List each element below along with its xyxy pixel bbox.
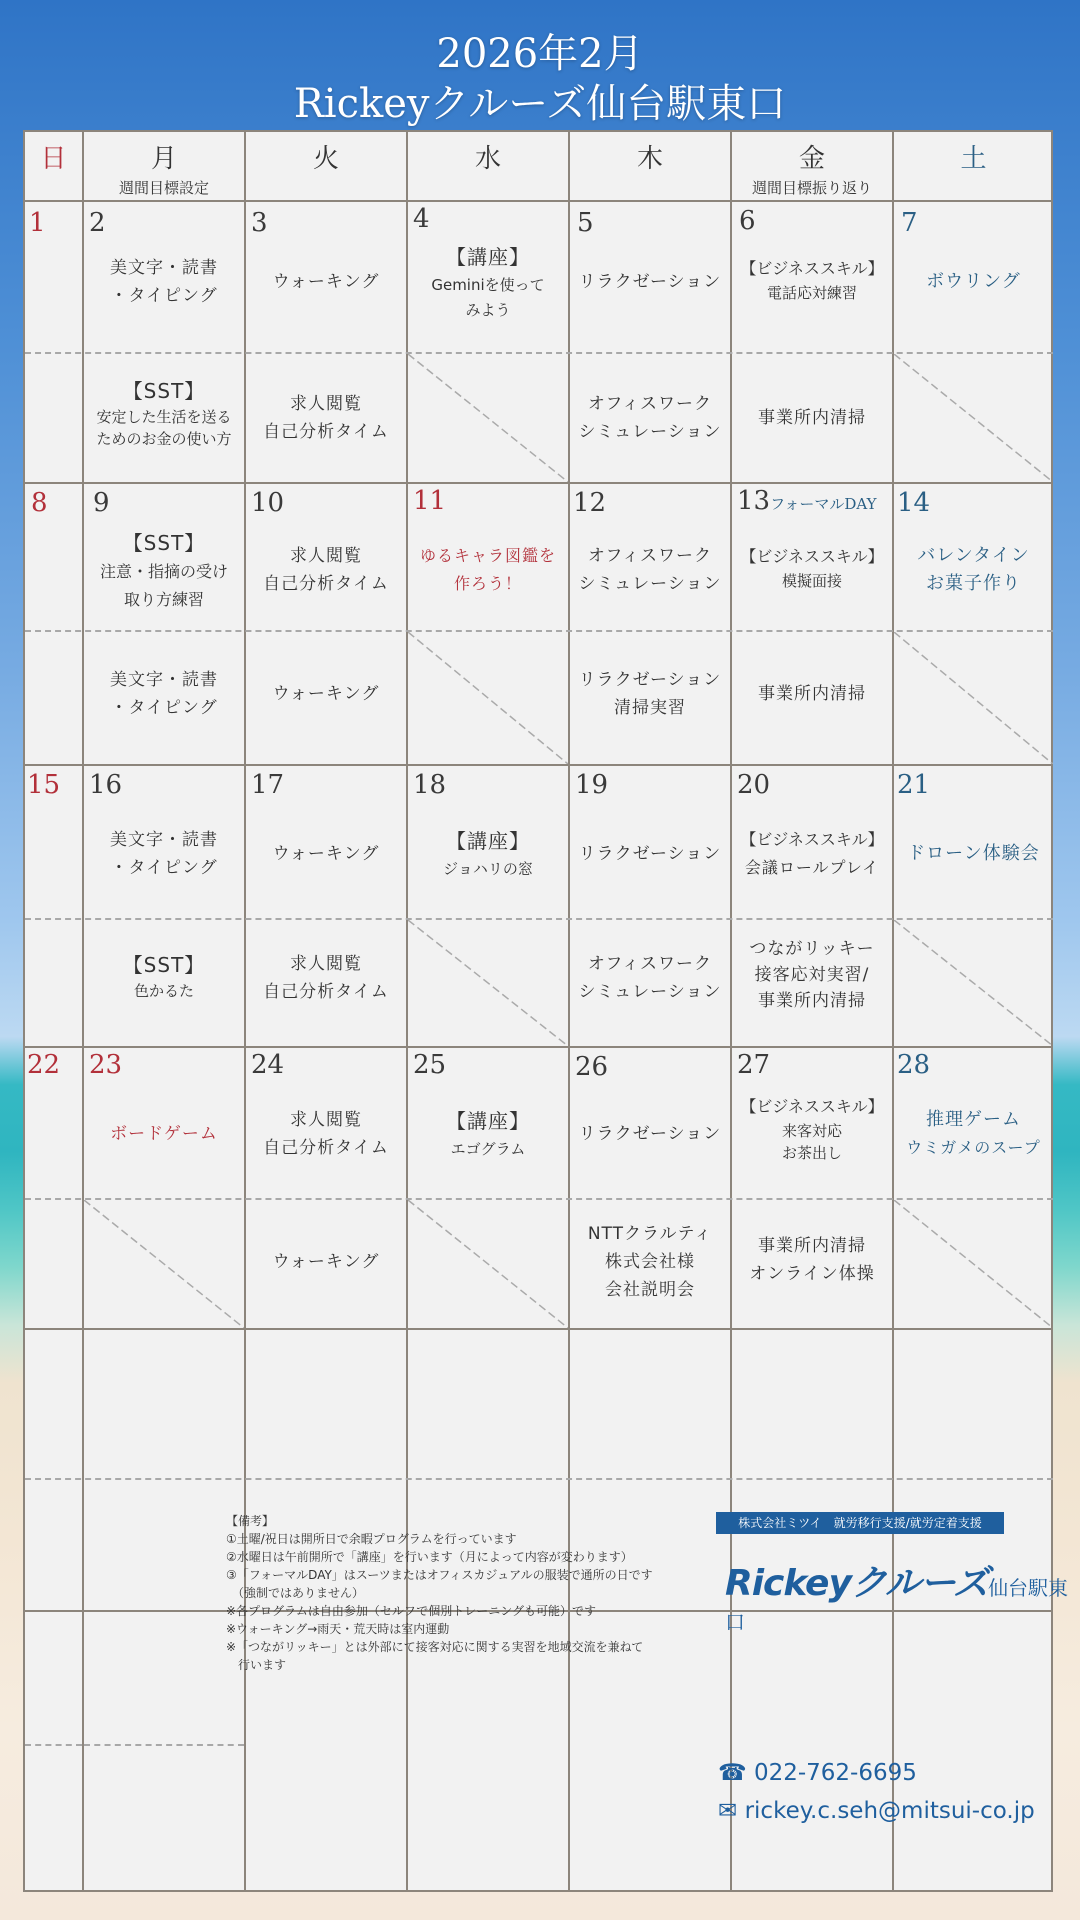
date-number: 28 [897, 1050, 931, 1080]
date-number: 1 [29, 208, 46, 238]
activity-slot: 求人閲覧 自己分析タイム [263, 1110, 389, 1158]
date-number: 4 [413, 204, 430, 234]
activity-slot: 【ビジネススキル】 電話応対練習 [740, 259, 884, 302]
closed-slot-diagonal [408, 920, 568, 1046]
activity-slot: 事業所内清掃 [758, 684, 866, 704]
activity-slot: 【SST】 注意・指摘の受け 取り方練習 [99, 531, 228, 609]
header-sunday: 日 [40, 144, 67, 174]
activity-slot: ウォーキング [272, 272, 380, 292]
closed-slot-diagonal [408, 1200, 568, 1328]
date-number: 20 [737, 770, 771, 800]
closed-slot-diagonal [894, 920, 1053, 1046]
date-number: 24 [251, 1050, 285, 1080]
remarks-notes: 【備考】 ①土曜/祝日は開所日で余暇プログラムを行っています ②水曜日は午前開所で「講座」を行います（月によって内容が変わります） ③「フォーマルDAY」はスーツまたはオフィスカジュアルの服装で通所の日です （強制ではありません） ※各プログラムは自由参加（セルフで個別トレーニングも可能）です ※ウォーキング→雨天・荒天時は室内運動 ※「つながリッキー」とは外部にて接客対応に関する実習を地域交流を兼ねて 行います [226, 1514, 653, 1672]
activity-slot: 求人閲覧 自己分析タイム [263, 546, 389, 594]
date-number: 6 [739, 206, 756, 236]
date-number: 15 [27, 770, 61, 800]
activity-slot: 美文字・読書 ・タイピング [110, 670, 218, 718]
activity-slot: ウォーキング [272, 1252, 380, 1272]
date-number: 11 [413, 486, 447, 516]
email-link[interactable]: ✉ rickey.c.seh@mitsui-co.jp [718, 1798, 1035, 1824]
date-number: 17 [251, 770, 285, 800]
closed-slot-diagonal [894, 1200, 1053, 1328]
header-wednesday: 水 [474, 144, 501, 174]
activity-slot: 美文字・読書 ・タイピング [110, 258, 218, 306]
office-name-title: Rickeyクルーズ仙台駅東口 [293, 81, 787, 127]
activity-slot: リラクゼーション [578, 1124, 722, 1144]
date-number: 21 [897, 770, 931, 800]
activity-slot: ボードゲーム [110, 1124, 218, 1144]
activity-slot: リラクゼーション 清掃実習 [578, 670, 722, 718]
activity-slot: 推理ゲーム ウミガメのスープ [906, 1109, 1041, 1157]
activity-slot: オフィスワーク シミュレーション [578, 954, 722, 1002]
activity-slot: 【SST】 色かるた [122, 953, 206, 1000]
activity-slot: 求人閲覧 自己分析タイム [263, 394, 389, 442]
date-number: 9 [93, 488, 110, 518]
activity-slot: 【ビジネススキル】 模擬面接 [740, 547, 884, 590]
activity-slot: NTTクラルティ 株式会社様 会社説明会 [587, 1224, 713, 1300]
date-number: 18 [413, 770, 447, 800]
date-number: 23 [89, 1050, 123, 1080]
activity-slot: 事業所内清掃 オンライン体操 [749, 1236, 875, 1284]
date-number: 2 [89, 208, 106, 238]
date-number: 25 [413, 1050, 447, 1080]
date-number: 12 [573, 488, 607, 518]
activity-slot: 【講座】 Geminiを使って みよう [431, 245, 545, 319]
closed-slot-diagonal [894, 354, 1053, 482]
activity-slot: 求人閲覧 自己分析タイム [263, 954, 389, 1002]
date-number: 26 [575, 1052, 609, 1082]
activity-slot: リラクゼーション [578, 272, 722, 292]
activity-slot: ウォーキング [272, 844, 380, 864]
activity-slot: 【ビジネススキル】 会議ロールプレイ [740, 830, 884, 877]
date-number: 14 [897, 488, 931, 518]
date-number: 3 [251, 208, 268, 238]
header-monday: 月 週間目標設定 [118, 144, 209, 197]
closed-slot-diagonal [408, 632, 568, 764]
company-logo: Rickeyクルーズ仙台駅東口 [725, 1563, 1069, 1634]
calendar-month-title: 2026年2月 [436, 31, 644, 77]
closed-slot-diagonal [894, 632, 1053, 764]
header-thursday: 木 [636, 144, 663, 174]
activity-slot: ドローン体験会 [907, 843, 1040, 864]
activity-slot: 【SST】 安定した生活を送る ためのお金の使い方 [96, 379, 232, 448]
activity-slot: 美文字・読書 ・タイピング [110, 830, 218, 878]
date-number: 10 [251, 488, 285, 518]
date-number: 19 [575, 770, 609, 800]
activity-slot: ウォーキング [272, 684, 380, 704]
closed-slot-diagonal [84, 1200, 244, 1328]
date-number: 8 [31, 488, 48, 518]
date-number: 7 [901, 208, 918, 238]
activity-slot: 【講座】 エゴグラム [446, 1109, 530, 1158]
activity-slot: オフィスワーク シミュレーション [578, 546, 722, 594]
date-number: 22 [27, 1050, 61, 1080]
date-number: 27 [737, 1050, 771, 1080]
activity-slot: ボウリング [926, 271, 1021, 292]
activity-slot: バレンタイン お菓子作り [917, 545, 1030, 594]
date-number: 16 [89, 770, 123, 800]
header-tuesday: 火 [312, 144, 339, 174]
date-number: 13フォーマルDAY [737, 486, 877, 516]
header-saturday: 土 [960, 144, 987, 174]
phone-number[interactable]: ☎ 022-762-6695 [718, 1760, 917, 1786]
activity-slot: 【ビジネススキル】 来客対応 お茶出し [740, 1097, 884, 1162]
activity-slot: ゆるキャラ図鑑を 作ろう！ [419, 546, 556, 593]
activity-slot: 【講座】 ジョハリの窓 [443, 829, 533, 878]
company-badge: 株式会社ミツイ 就労移行支援/就労定着支援 [716, 1512, 1004, 1534]
header-friday: 金 週間目標振り返り [751, 144, 872, 197]
activity-slot: オフィスワーク シミュレーション [578, 394, 722, 442]
activity-slot: 事業所内清掃 [758, 408, 866, 428]
date-number: 5 [577, 208, 594, 238]
activity-slot: つながリッキー 接客応対実習/ 事業所内清掃 [749, 939, 875, 1011]
activity-slot: リラクゼーション [578, 844, 722, 864]
closed-slot-diagonal [408, 354, 568, 482]
